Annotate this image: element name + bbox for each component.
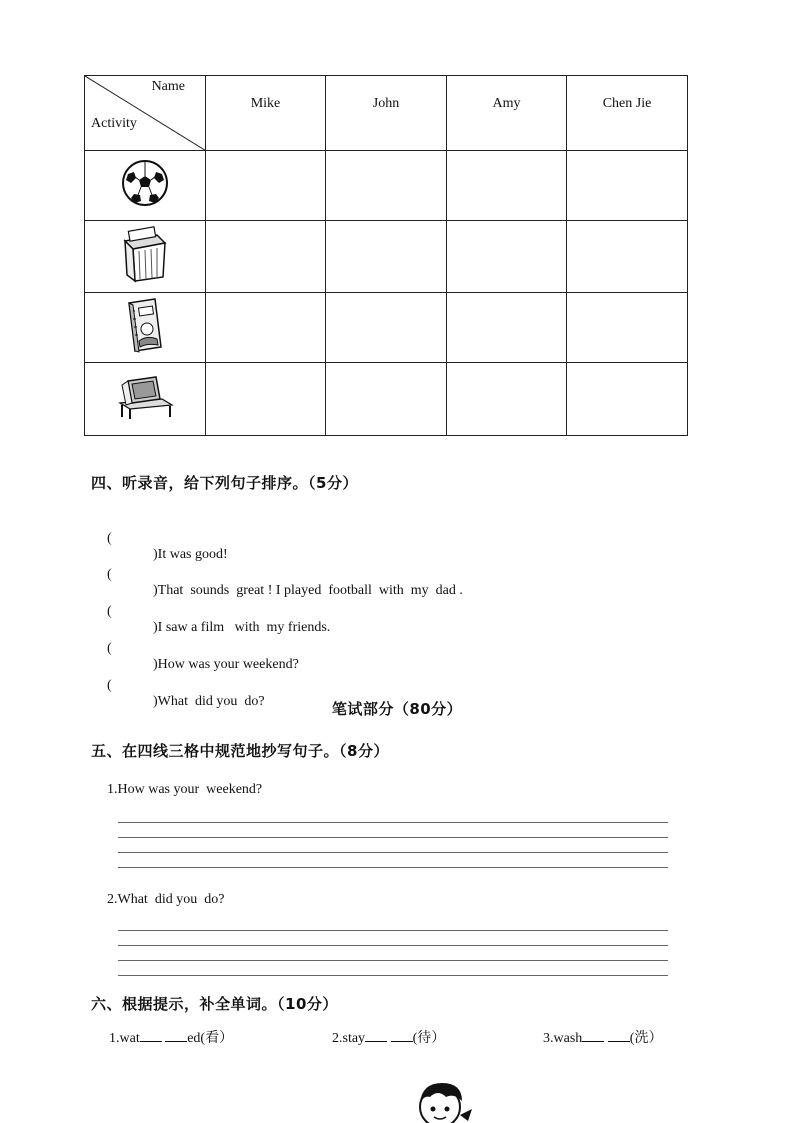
blank-input[interactable]: [582, 1029, 604, 1042]
table-cell: [326, 151, 447, 221]
activity-table: [84, 75, 688, 436]
word-prefix: 2.stay: [332, 1031, 366, 1046]
word-suffix: ed(看）: [187, 1031, 234, 1046]
column-header-amy: Amy: [447, 76, 567, 151]
table-cell: [447, 151, 567, 221]
answer-open-paren[interactable]: (: [107, 531, 112, 546]
list-item: [0, 588, 794, 635]
blank-input[interactable]: [140, 1029, 162, 1042]
sentence-text: )I saw a film with my friends.: [153, 620, 331, 635]
diagonal-line: [85, 76, 205, 150]
table-header-row: [85, 76, 688, 151]
blank-input[interactable]: [365, 1029, 387, 1042]
section4-title: 四、听录音，给下列句子排序。（5分）: [91, 474, 358, 492]
section6-title: 六、根据提示，补全单词。（10分）: [91, 995, 338, 1013]
answer-open-paren[interactable]: (: [107, 641, 112, 656]
book-icon: [125, 297, 165, 353]
blank-input[interactable]: [608, 1029, 630, 1042]
word-prefix: 1.wat: [109, 1031, 140, 1046]
answer-open-paren[interactable]: (: [107, 678, 112, 693]
table-cell: [206, 151, 326, 221]
table-row: [85, 151, 688, 221]
written-part-title: 笔试部分（80分）: [331, 700, 463, 718]
football-icon: [120, 158, 170, 208]
table-cell: [326, 292, 447, 362]
word-suffix: (待）: [412, 1031, 446, 1046]
word-fill-2: [332, 1027, 445, 1047]
activity-cell: [85, 221, 206, 292]
washing-machine-icon: [119, 225, 171, 283]
table-cell: [447, 292, 567, 362]
column-header-john: John: [326, 76, 447, 151]
copy-sentence-1: 1.How was your weekend?: [107, 782, 263, 797]
table-cell: [326, 362, 447, 435]
activity-cell: [85, 292, 206, 362]
sentence-text: )What did you do?: [153, 694, 265, 709]
diagonal-header-cell: [85, 76, 206, 151]
table-cell: [326, 221, 447, 292]
grid-line: [118, 837, 668, 838]
list-item: [0, 551, 794, 598]
list-item: [0, 625, 794, 672]
table-cell: [206, 292, 326, 362]
table-cell: [206, 221, 326, 292]
cartoon-boy-icon: [410, 1075, 474, 1123]
grid-line: [118, 822, 668, 823]
sentence-text: )That sounds great ! I played football with my dad .: [153, 583, 463, 598]
answer-open-paren[interactable]: (: [107, 604, 112, 619]
copy-sentence-2: 2.What did you do?: [107, 892, 225, 907]
table-row: [85, 221, 688, 292]
sentence-text: )How was your weekend?: [153, 657, 299, 672]
header-name-label: Name: [151, 79, 185, 94]
word-suffix: (洗）: [629, 1031, 663, 1046]
table-cell: [447, 362, 567, 435]
table-row: [85, 362, 688, 435]
table-cell: [447, 221, 567, 292]
grid-line: [118, 975, 668, 976]
word-prefix: 3.wash: [543, 1031, 583, 1046]
activity-cell: [85, 151, 206, 221]
section5-title: 五、在四线三格中规范地抄写句子。（8分）: [91, 742, 389, 760]
grid-line: [118, 852, 668, 853]
grid-line: [118, 930, 668, 931]
header-activity-label: Activity: [91, 116, 137, 132]
word-fill-3: [543, 1027, 662, 1047]
word-fill-1: [109, 1027, 233, 1047]
activity-cell: [85, 362, 206, 435]
grid-line: [118, 960, 668, 961]
table-row: [85, 292, 688, 362]
tv-icon: [116, 371, 174, 421]
table-cell: [206, 362, 326, 435]
sentence-text: )It was good!: [153, 547, 228, 562]
column-header-chen-jie: Chen Jie: [567, 76, 688, 151]
table-cell: [567, 292, 688, 362]
answer-open-paren[interactable]: (: [107, 567, 112, 582]
grid-line: [118, 867, 668, 868]
blank-input[interactable]: [391, 1029, 413, 1042]
table-cell: [567, 362, 688, 435]
blank-input[interactable]: [165, 1029, 187, 1042]
table-cell: [567, 151, 688, 221]
table-cell: [567, 221, 688, 292]
column-header-mike: Mike: [206, 76, 326, 151]
grid-line: [118, 945, 668, 946]
list-item: [0, 515, 794, 562]
